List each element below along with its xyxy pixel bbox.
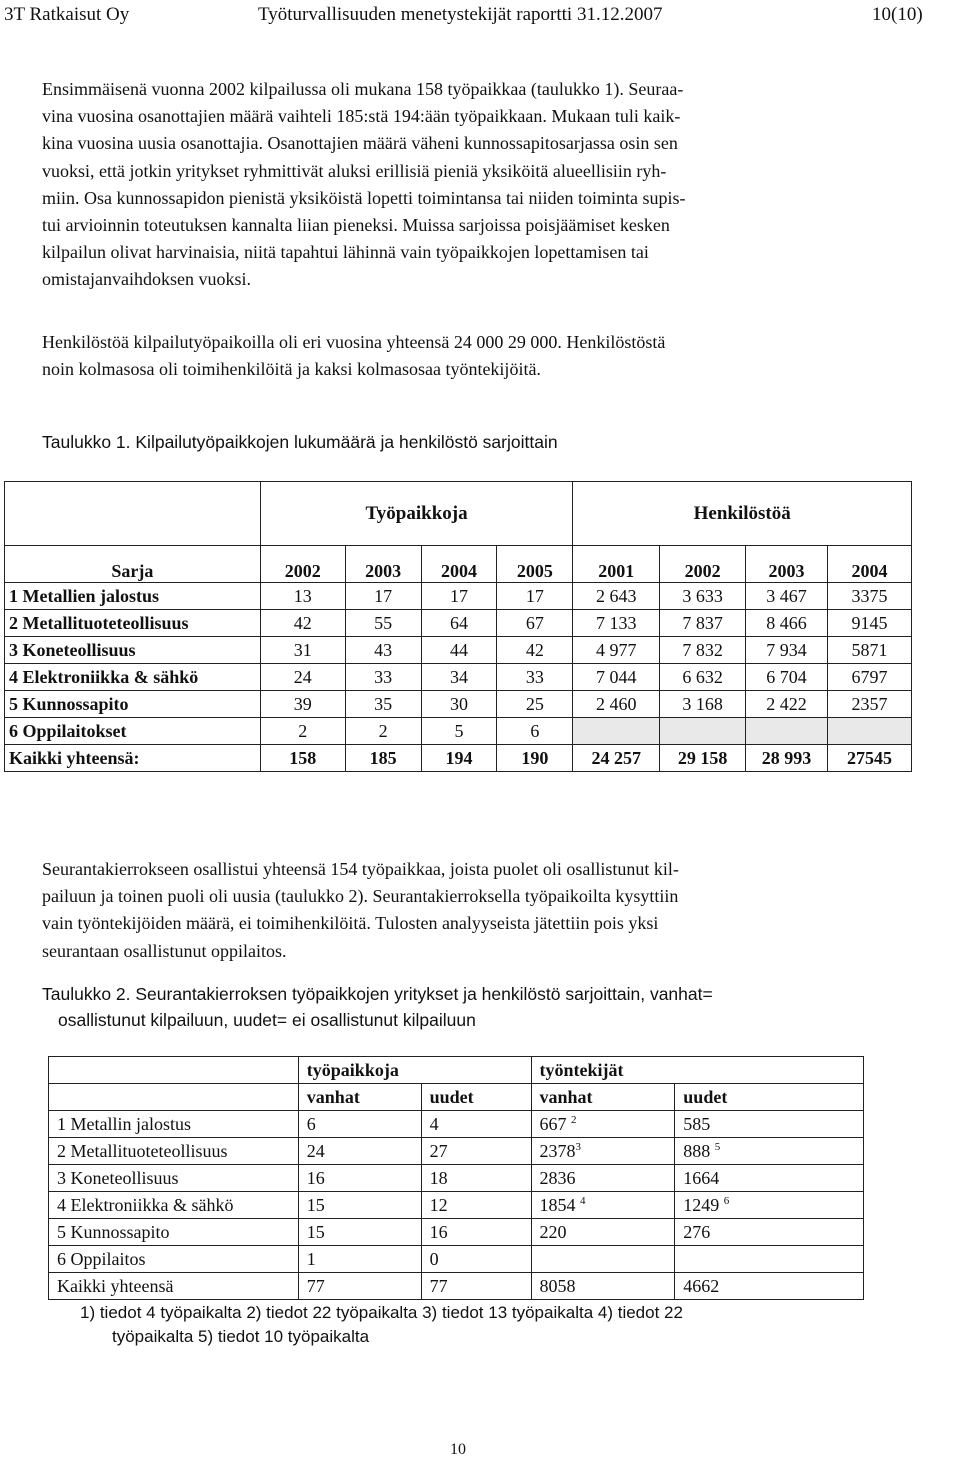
- table-cell: 33: [345, 664, 421, 691]
- table-cell: 13: [260, 583, 345, 610]
- table-row: [49, 1246, 864, 1273]
- table2-subheader-row: [49, 1084, 864, 1111]
- paragraph-staff: [42, 329, 665, 383]
- table2-corner-cell: [49, 1057, 299, 1084]
- table-cell: 3 Koneteollisuus: [5, 637, 261, 664]
- table-cell: [531, 1165, 675, 1192]
- text-line: vain työntekijöiden määrä, ei toimihenkilöitä. Tulosten analyyseista jätettiin pois yksi: [42, 913, 659, 934]
- table-cell: 24: [298, 1138, 421, 1165]
- table-cell: 17: [345, 583, 421, 610]
- table-row: [5, 610, 912, 637]
- table-cell: [531, 1138, 675, 1165]
- table-row: [49, 1192, 864, 1219]
- table-cell: 8 466: [746, 610, 828, 637]
- table-cell: [675, 1273, 864, 1300]
- table-cell: 6 632: [660, 664, 746, 691]
- table-cell: 158: [260, 745, 345, 772]
- table-cell: 6: [497, 718, 573, 745]
- table-cell: 42: [260, 610, 345, 637]
- text-line: Henkilöstöä kilpailutyöpaikoilla oli eri vuosina yhteensä 24 000 29 000. Henkilöstöstä: [42, 332, 666, 352]
- table2-subheader: uudet: [675, 1084, 864, 1111]
- table-cell: 67: [497, 610, 573, 637]
- table-cell: 6797: [828, 664, 912, 691]
- table-cell: 5871: [828, 637, 912, 664]
- table-cell: [531, 1246, 675, 1273]
- table-cell: 30: [421, 691, 497, 718]
- footnote-ref: 2: [571, 1113, 577, 1126]
- text-line: tui arvioinnin toteutuksen kannalta liian pieneksi. Muissa sarjoissa poisjäämiset kesken: [42, 215, 670, 236]
- table2-footnote: 1) tiedot 4 työpaikalta 2) tiedot 22 työpaikalta 3) tiedot 13 työpaikalta 4) tiedot 22: [80, 1303, 683, 1322]
- cell-value: 276: [683, 1221, 711, 1242]
- table1-column-header-row: [5, 556, 912, 583]
- text-line: Seurantakierrokseen osallistui yhteensä 154 työpaikkaa, joista puolet oli osallistunut kil-: [42, 859, 679, 879]
- table-cell: 194: [421, 745, 497, 772]
- table-cell: [531, 1192, 675, 1219]
- table2-group-workplaces: työpaikkoja: [298, 1057, 531, 1084]
- table1-column-header: 2001: [573, 556, 660, 583]
- table-cell: 34: [421, 664, 497, 691]
- paragraph-intro: [42, 76, 685, 294]
- table-cell: 7 934: [746, 637, 828, 664]
- table-cell: 5 Kunnossapito: [5, 691, 261, 718]
- table1-group-workplaces: Työpaikkoja: [260, 482, 573, 546]
- table-cell: [675, 1138, 864, 1165]
- cell-value: 8058: [539, 1275, 576, 1296]
- paragraph-followup: [42, 856, 679, 965]
- text-line: seurantaan osallistunut oppilaitos.: [42, 940, 287, 961]
- table-cell: 17: [421, 583, 497, 610]
- table-cell: 1 Metallien jalostus: [5, 583, 261, 610]
- table2-footnote-continued: työpaikalta 5) tiedot 10 työpaikalta: [112, 1327, 370, 1346]
- table1-group-header-row: [5, 482, 912, 546]
- text-line: miin. Osa kunnossapidon pienistä yksiköistä lopetti toimintansa tai niiden toiminta supis-: [42, 187, 686, 208]
- table1-spacer-row: [5, 546, 912, 557]
- table1-corner-cell: [5, 482, 261, 546]
- table-cell: 42: [497, 637, 573, 664]
- table-cell: [675, 1111, 864, 1138]
- table-cell: 3 Koneteollisuus: [49, 1165, 299, 1192]
- table-cell-empty: [828, 718, 912, 745]
- cell-value: 1664: [683, 1167, 720, 1188]
- table-cell: 3 633: [660, 583, 746, 610]
- cell-value: 220: [539, 1221, 567, 1242]
- table-row: [49, 1111, 864, 1138]
- table-cell: 4 Elektroniikka & sähkö: [5, 664, 261, 691]
- cell-value: 4662: [683, 1275, 720, 1296]
- table2-corner-cell: [49, 1084, 299, 1111]
- table2-group-header-row: [49, 1057, 864, 1084]
- cell-value: 2836: [539, 1167, 576, 1188]
- table-cell: 27: [421, 1138, 531, 1165]
- table-cell: 16: [421, 1219, 531, 1246]
- table-cell: 9145: [828, 610, 912, 637]
- footer-page-number: 10: [450, 1441, 466, 1458]
- table-cell: 2 Metallituoteteollisuus: [5, 610, 261, 637]
- text-line: pailuun ja toinen puoli oli uusia (taulukko 2). Seurantakierroksella työpaikoilta kysyttiin: [42, 886, 679, 907]
- text-line: kilpailun olivat harvinaisia, niitä tapahtui lähinnä vain työpaikkojen lopettamisen tai: [42, 242, 649, 263]
- table-cell: 4: [421, 1111, 531, 1138]
- table-cell: 7 837: [660, 610, 746, 637]
- table-cell: 24 257: [573, 745, 660, 772]
- table-cell: 185: [345, 745, 421, 772]
- cell-value: 1249: [683, 1194, 720, 1215]
- table-row: [49, 1219, 864, 1246]
- table-cell: 1: [298, 1246, 421, 1273]
- table-cell: 15: [298, 1219, 421, 1246]
- table-cell: 2 Metallituoteteollisuus: [49, 1138, 299, 1165]
- table-cell: 29 158: [660, 745, 746, 772]
- table-cell: Kaikki yhteensä: [49, 1273, 299, 1300]
- table-cell: [531, 1111, 675, 1138]
- table2-subheader: uudet: [421, 1084, 531, 1111]
- table-cell: 4 Elektroniikka & sähkö: [49, 1192, 299, 1219]
- table-cell: 28 993: [746, 745, 828, 772]
- text-line: Ensimmäisenä vuonna 2002 kilpailussa oli mukana 158 työpaikkaa (taulukko 1). Seuraa-: [42, 79, 684, 99]
- table-cell: 2 422: [746, 691, 828, 718]
- table-cell-empty: [660, 718, 746, 745]
- table-cell: 44: [421, 637, 497, 664]
- table-cell-empty: [573, 718, 660, 745]
- table-cell: 77: [298, 1273, 421, 1300]
- table-cell: 2357: [828, 691, 912, 718]
- table1-column-header: 2004: [828, 556, 912, 583]
- table-row: [5, 664, 912, 691]
- table-cell: 7 832: [660, 637, 746, 664]
- table2-subheader: vanhat: [531, 1084, 675, 1111]
- table-cell: 7 133: [573, 610, 660, 637]
- table-row: [49, 1138, 864, 1165]
- table1-column-header: 2003: [345, 556, 421, 583]
- table-cell: 24: [260, 664, 345, 691]
- table-cell: 2: [260, 718, 345, 745]
- table1-column-header: 2004: [421, 556, 497, 583]
- table1-column-header: 2002: [660, 556, 746, 583]
- table-cell: 2: [345, 718, 421, 745]
- table1-total-row: [5, 745, 912, 772]
- table1-column-header: 2005: [497, 556, 573, 583]
- table1-column-header: 2002: [260, 556, 345, 583]
- table-cell: 7 044: [573, 664, 660, 691]
- table1-column-header: Sarja: [5, 556, 261, 583]
- table-row: [5, 583, 912, 610]
- footnote-ref: 5: [714, 1140, 721, 1153]
- table1-caption: Taulukko 1. Kilpailutyöpaikkojen lukumäärä ja henkilöstö sarjoittain: [42, 432, 558, 452]
- table-cell: 31: [260, 637, 345, 664]
- header-report-title: Työturvallisuuden menetystekijät raportti 31.12.2007: [258, 4, 663, 25]
- table2-subheader: vanhat: [298, 1084, 421, 1111]
- table1-column-header: 2003: [746, 556, 828, 583]
- table-cell: 17: [497, 583, 573, 610]
- table-cell: 35: [345, 691, 421, 718]
- table-cell: 3 168: [660, 691, 746, 718]
- table2-caption-continued: osallistunut kilpailuun, uudet= ei osallistunut kilpailuun: [58, 1010, 476, 1030]
- table-cell: 55: [345, 610, 421, 637]
- table-cell: 5: [421, 718, 497, 745]
- table-cell: 77: [421, 1273, 531, 1300]
- table-cell: 6 Oppilaitos: [49, 1246, 299, 1273]
- table-cell: 25: [497, 691, 573, 718]
- table-row: [5, 718, 912, 745]
- cell-value: 585: [683, 1113, 711, 1134]
- table-cell: [675, 1246, 864, 1273]
- table-cell: [675, 1165, 864, 1192]
- table-cell: 39: [260, 691, 345, 718]
- header-page-number: 10(10): [872, 4, 923, 25]
- table-cell: [531, 1273, 675, 1300]
- table-cell: 4 977: [573, 637, 660, 664]
- table-row: [5, 637, 912, 664]
- table-cell: [675, 1192, 864, 1219]
- cell-value: 667: [539, 1113, 567, 1134]
- table-cell: 16: [298, 1165, 421, 1192]
- table-cell: 5 Kunnossapito: [49, 1219, 299, 1246]
- table-cell: 6 704: [746, 664, 828, 691]
- cell-value: 2378: [539, 1140, 576, 1161]
- table-cell: 0: [421, 1246, 531, 1273]
- table-cell: [531, 1219, 675, 1246]
- table-cell: 3 467: [746, 583, 828, 610]
- footnote-ref: 6: [723, 1194, 730, 1207]
- text-line: kina vuosina uusia osanottajia. Osanottajien määrä väheni kunnossapitosarjassa osin sen: [42, 133, 678, 154]
- table1: [4, 481, 912, 772]
- table2-group-workers: työntekijät: [531, 1057, 864, 1084]
- table2-total-row: [49, 1273, 864, 1300]
- table-cell: 190: [497, 745, 573, 772]
- table-row: [49, 1165, 864, 1192]
- table-row: [5, 691, 912, 718]
- table-cell: 18: [421, 1165, 531, 1192]
- table-cell: 6: [298, 1111, 421, 1138]
- table-cell: 1 Metallin jalostus: [49, 1111, 299, 1138]
- table-cell: [675, 1219, 864, 1246]
- table2-caption: Taulukko 2. Seurantakierroksen työpaikkojen yritykset ja henkilöstö sarjoittain, vanhat=: [42, 984, 713, 1004]
- table-cell: Kaikki yhteensä:: [5, 745, 261, 772]
- text-line: noin kolmasosa oli toimihenkilöitä ja kaksi kolmasosaa työntekijöitä.: [42, 359, 541, 380]
- table-cell: 27545: [828, 745, 912, 772]
- text-line: omistajanvaihdoksen vuoksi.: [42, 269, 251, 290]
- text-line: vuoksi, että jotkin yritykset ryhmittivät aluksi erillisiä pieniä yksiköitä alueellisiin ryh-: [42, 160, 667, 181]
- header-company: 3T Ratkaisut Oy: [4, 4, 130, 25]
- table-cell-empty: [746, 718, 828, 745]
- table-cell: 2 460: [573, 691, 660, 718]
- table-cell: 6 Oppilaitokset: [5, 718, 261, 745]
- text-line: vina vuosina osanottajien määrä vaihteli 185:stä 194:ään työpaikkaan. Mukaan tuli kaik-: [42, 106, 681, 127]
- table-cell: 33: [497, 664, 573, 691]
- table-cell: 64: [421, 610, 497, 637]
- table-cell: 12: [421, 1192, 531, 1219]
- table2: [48, 1056, 864, 1300]
- table-cell: 2 643: [573, 583, 660, 610]
- footnote-ref: 4: [580, 1194, 586, 1207]
- cell-value: 1854: [539, 1194, 576, 1215]
- table1-group-staff: Henkilöstöä: [573, 482, 912, 546]
- table-cell: 3375: [828, 583, 912, 610]
- table-cell: 43: [345, 637, 421, 664]
- cell-value: 888: [683, 1140, 711, 1161]
- table-cell: 15: [298, 1192, 421, 1219]
- footnote-ref: 3: [575, 1140, 581, 1153]
